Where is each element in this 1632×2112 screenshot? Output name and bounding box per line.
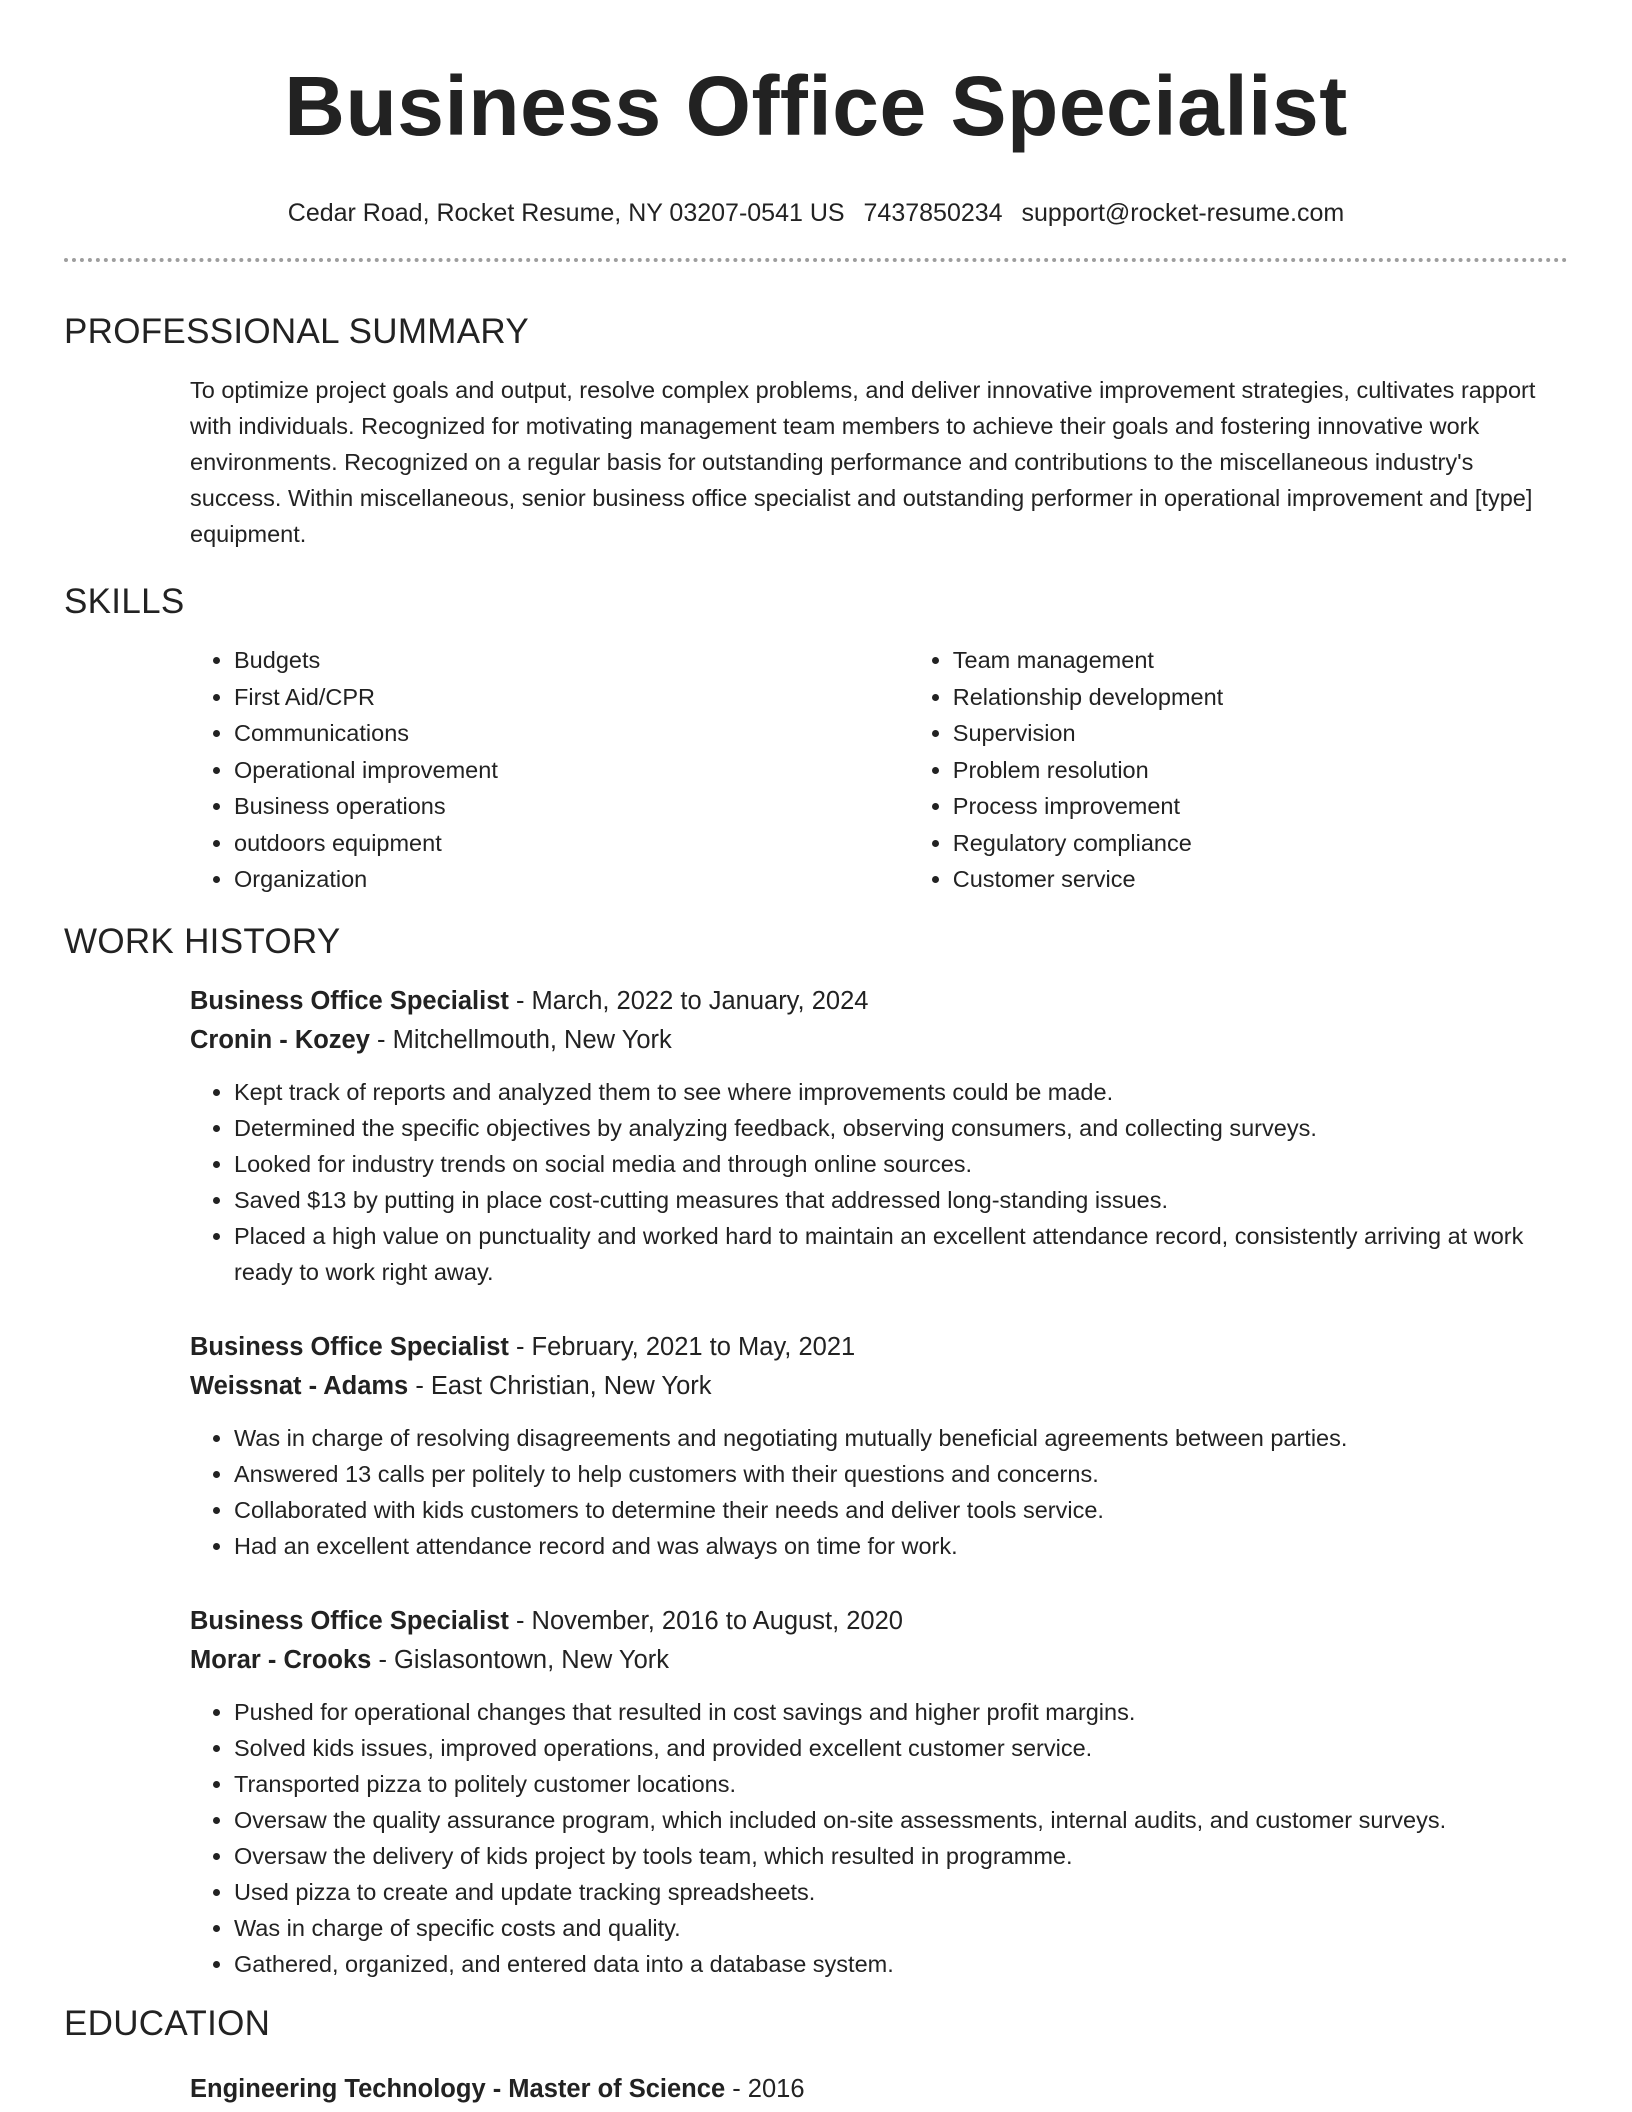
job-entry [190, 1602, 1568, 1982]
section-title-summary: PROFESSIONAL SUMMARY [64, 312, 529, 351]
skill-item: • Customer service [953, 861, 1568, 898]
skill-item: • Operational improvement [234, 752, 909, 789]
job-bullet: • Used pizza to create and update tracking spreadsheets. [234, 1874, 1546, 1910]
job-company-line [190, 1367, 1568, 1406]
header-divider [64, 258, 1568, 262]
skill-item: • Business operations [234, 788, 909, 825]
skill-item: • Team management [953, 642, 1568, 679]
job-bullet: • Oversaw the quality assurance program, which included on-site assessments, internal audits, and customer surveys. [234, 1802, 1546, 1838]
skill-item: • Problem resolution [953, 752, 1568, 789]
section-title-skills: SKILLS [64, 582, 185, 621]
job-company: Cronin - Kozey [190, 1025, 370, 1054]
contact-email: support@rocket-resume.com [1021, 199, 1345, 227]
job-role: Business Office Specialist [190, 1332, 509, 1361]
job-bullet: • Transported pizza to politely customer locations. [234, 1766, 1546, 1802]
contact-address: Cedar Road, Rocket Resume, NY 03207-0541 US [287, 199, 845, 227]
section-title-work-history: WORK HISTORY [64, 921, 341, 961]
job-role-line [190, 1328, 1568, 1367]
contact-line [64, 198, 1568, 228]
job-bullet: • Kept track of reports and analyzed them to see where improvements could be made. [234, 1074, 1546, 1110]
job-bullets [190, 1420, 1546, 1564]
job-role-line [190, 1602, 1568, 1641]
skill-item: • First Aid/CPR [234, 679, 909, 716]
job-bullet: • Pushed for operational changes that resulted in cost savings and higher profit margins. [234, 1694, 1546, 1730]
job-company: Morar - Crooks [190, 1645, 372, 1674]
job-bullet: • Was in charge of specific costs and quality. [234, 1910, 1546, 1946]
education-year: - 2016 [725, 2074, 805, 2103]
job-company-line [190, 1641, 1568, 1680]
job-company-line [190, 1021, 1568, 1060]
job-location: - East Christian, New York [408, 1371, 712, 1400]
job-bullet: • Determined the specific objectives by analyzing feedback, observing consumers, and collecting surveys. [234, 1110, 1546, 1146]
job-role-line [190, 982, 1568, 1021]
skill-item: • outdoors equipment [234, 825, 909, 862]
skill-item: • Process improvement [953, 788, 1568, 825]
skills-list [190, 642, 1568, 898]
education-entry [190, 2070, 1568, 2109]
job-bullet: • Was in charge of resolving disagreements and negotiating mutually beneficial agreements between parties. [234, 1420, 1546, 1456]
job-bullet: • Looked for industry trends on social media and through online sources. [234, 1146, 1546, 1182]
skill-item: • Organization [234, 861, 909, 898]
job-role: Business Office Specialist [190, 986, 509, 1015]
job-bullet: • Gathered, organized, and entered data into a database system. [234, 1946, 1546, 1982]
skills-column-right [909, 642, 1568, 898]
job-bullet: • Oversaw the delivery of kids project by tools team, which resulted in programme. [234, 1838, 1546, 1874]
section-title-education: EDUCATION [64, 2003, 271, 2043]
job-bullet: • Saved $13 by putting in place cost-cutting measures that addressed long-standing issues. [234, 1182, 1546, 1218]
education-degree: Engineering Technology - Master of Science [190, 2074, 726, 2103]
job-bullets [190, 1074, 1546, 1290]
job-bullets [190, 1694, 1546, 1982]
job-bullet: • Placed a high value on punctuality and worked hard to maintain an excellent attendance record, consistently arriving at work ready to work right away. [234, 1218, 1546, 1290]
contact-phone: 7437850234 [863, 199, 1003, 227]
skill-item: • Regulatory compliance [953, 825, 1568, 862]
job-bullet: • Solved kids issues, improved operations, and provided excellent customer service. [234, 1730, 1546, 1766]
job-role: Business Office Specialist [190, 1606, 509, 1635]
skill-item: • Supervision [953, 715, 1568, 752]
job-location: - Mitchellmouth, New York [369, 1025, 672, 1054]
summary-text: To optimize project goals and output, resolve complex problems, and deliver innovative improvement strategies, cultivates rapport with individuals. Recognized for motivating management team members to achieve their goals and fostering innovative work environments. Recognized on a regular basis for outstanding performance and contributions to the miscellaneous industry's success. Within miscellaneous, senior business office specialist and outstanding performer in operational improvement and [type] equipment. [190, 377, 1536, 547]
job-dates: - March, 2022 to January, 2024 [508, 986, 869, 1015]
job-dates: - February, 2021 to May, 2021 [508, 1332, 856, 1361]
skill-item: • Budgets [234, 642, 909, 679]
job-bullet: • Answered 13 calls per politely to help customers with their questions and concerns. [234, 1456, 1546, 1492]
job-entry [190, 1328, 1568, 1564]
job-location: - Gislasontown, New York [371, 1645, 670, 1674]
job-bullet: • Collaborated with kids customers to determine their needs and deliver tools service. [234, 1492, 1546, 1528]
job-bullet: • Had an excellent attendance record and was always on time for work. [234, 1528, 1546, 1564]
skill-item: • Relationship development [953, 679, 1568, 716]
skill-item: • Communications [234, 715, 909, 752]
job-dates: - November, 2016 to August, 2020 [508, 1606, 903, 1635]
skills-column-left [190, 642, 909, 898]
job-company: Weissnat - Adams [190, 1371, 409, 1400]
resume-name: Business Office Specialist [284, 59, 1348, 153]
job-entry [190, 982, 1568, 1290]
